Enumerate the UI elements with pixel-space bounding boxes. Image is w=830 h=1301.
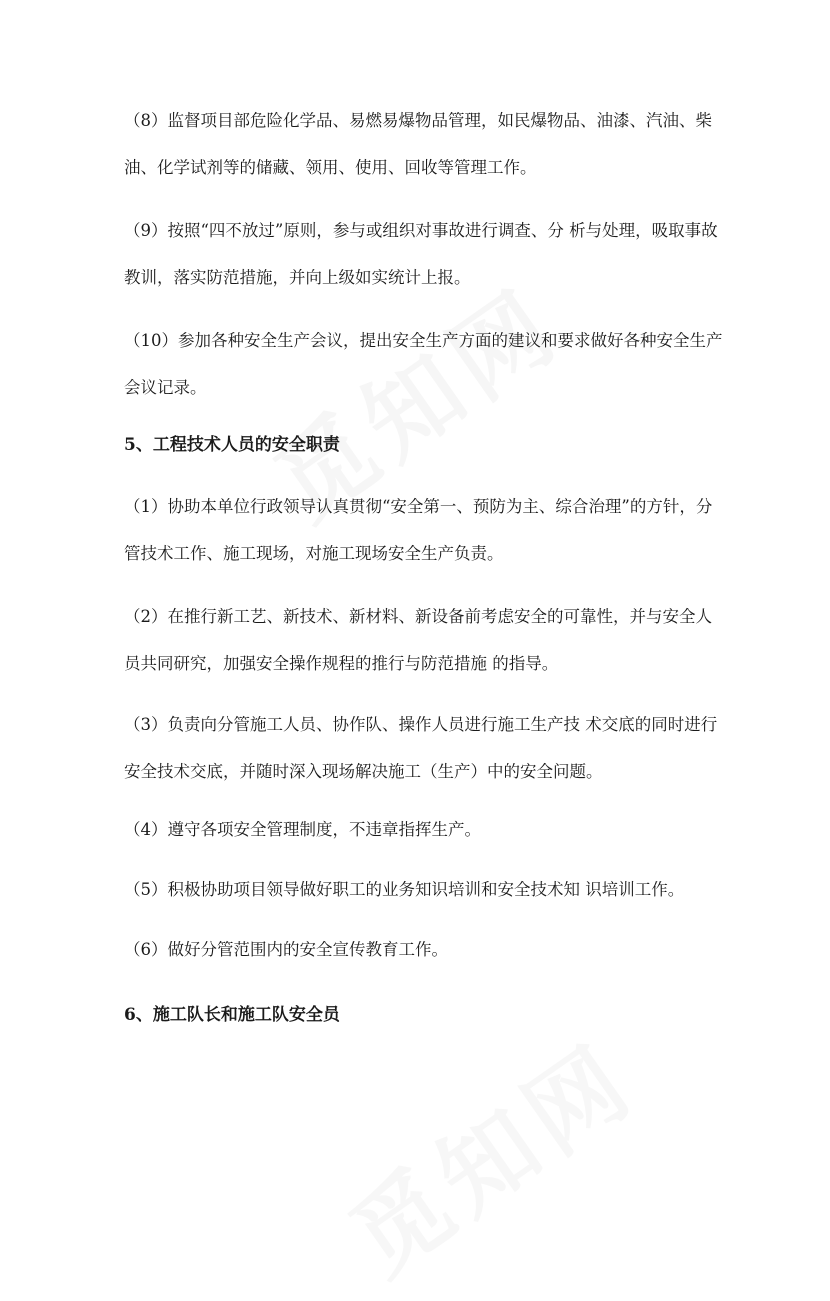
section-heading-6: 6、施工队长和施工队安全员 — [124, 1005, 340, 1025]
paragraph-item-8: （8）监督项目部危险化学品、易燃易爆物品管理，如民爆物品、油漆、汽油、柴油、化学试剂等的储藏、领用、使用、回收等管理工作。 — [124, 111, 712, 177]
paragraph-tech-6: （6）做好分管范围内的安全宣传教育工作。 — [124, 940, 448, 959]
paragraph-item-9: （9）按照“四不放过”原则，参与或组织对事故进行调查、分 析与处理，吸取事故教训，落实防范措施，并向上级如实统计上报。 — [124, 221, 718, 287]
paragraph-item-10: （10）参加各种安全生产会议，提出安全生产方面的建议和要求做好各种安全生产会议记录。 — [124, 331, 723, 397]
paragraph-tech-1: （1）协助本单位行政领导认真贯彻“安全第一、预防为主、综合治理”的方针，分管技术工作、施工现场，对施工现场安全生产负责。 — [124, 497, 713, 563]
paragraph-tech-3: （3）负责向分管施工人员、协作队、操作人员进行施工生产技 术交底的同时进行安全技术交底，并随时深入现场解决施工（生产）中的安全问题。 — [124, 715, 718, 781]
paragraph-tech-5: （5）积极协助项目领导做好职工的业务知识培训和安全技术知 识培训工作。 — [124, 880, 685, 899]
paragraph-tech-2: （2）在推行新工艺、新技术、新材料、新设备前考虑安全的可靠性，并与安全人员共同研究，加强安全操作规程的推行与防范措施 的指导。 — [124, 607, 712, 673]
watermark-bottom — [319, 1006, 658, 1301]
paragraph-tech-4: （4）遵守各项安全管理制度，不违章指挥生产。 — [124, 820, 481, 839]
section-heading-5: 5、工程技术人员的安全职责 — [124, 435, 340, 455]
